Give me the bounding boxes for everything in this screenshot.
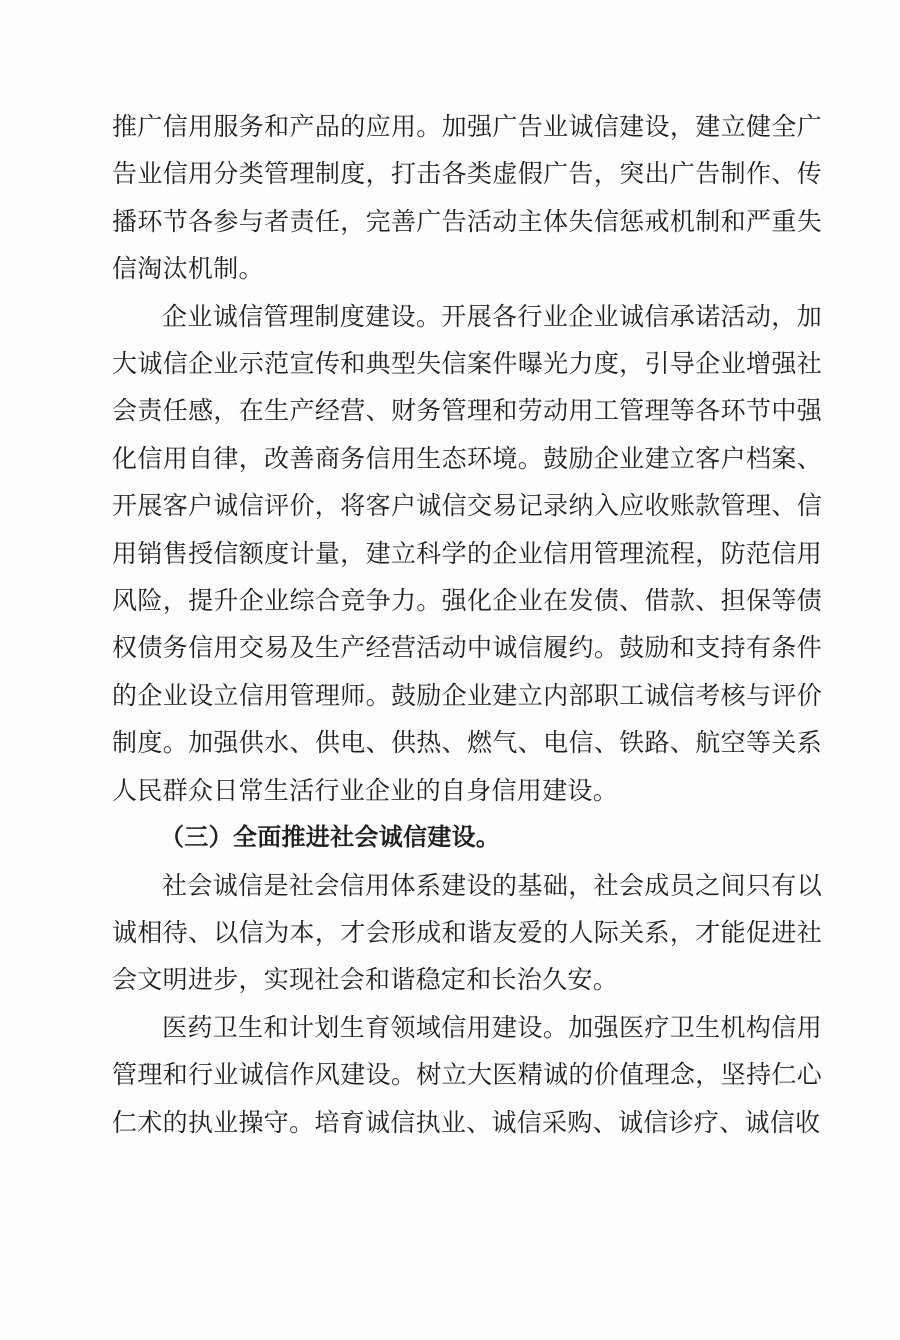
section-heading: （三）全面推进社会诚信建设。 [160, 823, 501, 852]
paragraph-medical-credit: 医药卫生和计划生育领域信用建设。加强医疗卫生机构信用管理和行业诚信作风建设。树立大医精诚的价值理念，坚持仁心仁术的执业操守。培育诚信执业、诚信采购、诚信诊疗、诚信收 [112, 1012, 822, 1137]
paragraph-enterprise-integrity: 企业诚信管理制度建设。开展各行业企业诚信承诺活动，加大诚信企业示范宣传和典型失信案件曝光力度，引导企业增强社会责任感，在生产经营、财务管理和劳动用工管理等各环节中强化信用自律，改善商务信用生态环境。鼓励企业建立客户档案、开展客户诚信评价，将客户诚信交易记录纳入应收账款管理、信用销售授信额度计量，建立科学的企业信用管理流程，防范信用风险，提升企业综合竞争力。强化企业在发债、借款、担保等债权债务信用交易及生产经营活动中诚信履约。鼓励和支持有条件的企业设立信用管理师。鼓励企业建立内部职工诚信考核与评价制度。加强供水、供电、供热、燃气、电信、铁路、航空等关系人民群众日常生活行业企业的自身信用建设。 [112, 301, 822, 805]
paragraph-social-integrity: 社会诚信是社会信用体系建设的基础，社会成员之间只有以诚相待、以信为本，才会形成和谐友爱的人际关系，才能促进社会文明进步，实现社会和谐稳定和长治久安。 [112, 870, 822, 995]
paragraph-advertising-credit: 推广信用服务和产品的应用。加强广告业诚信建设，建立健全广告业信用分类管理制度，打击各类虚假广告，突出广告制作、传播环节各参与者责任，完善广告活动主体失信惩戒机制和严重失信淘汰机制。 [112, 112, 822, 284]
document-body [112, 103, 822, 1146]
